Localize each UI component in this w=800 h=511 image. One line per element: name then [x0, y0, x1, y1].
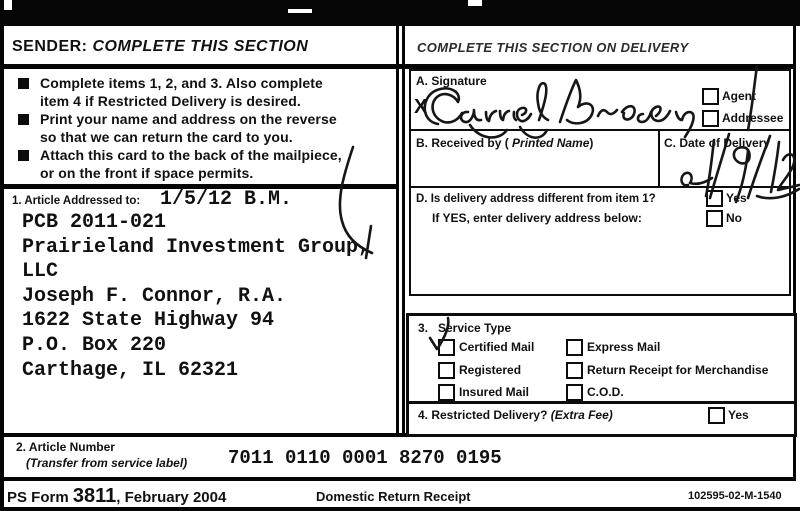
service-type-label: Service Type [438, 321, 512, 335]
signature-label: A. Signature [416, 74, 487, 88]
sender-header-italic: COMPLETE THIS SECTION [87, 38, 309, 55]
restricted-delivery-text: 4. Restricted Delivery? [418, 408, 548, 422]
service-type-num: 3. [418, 321, 429, 335]
address-line: 1622 State Highway 94 [22, 309, 275, 333]
express-mail-checkbox[interactable] [566, 339, 583, 356]
restricted-delivery-yes-label: Yes [728, 408, 749, 422]
received-by-suffix: ) [589, 136, 594, 150]
instruction-item [40, 146, 342, 182]
instruction-line: Complete items 1, 2, and 3. Also complete [40, 75, 323, 91]
form-id [7, 485, 226, 508]
address-line: PCB 2011-021 [22, 211, 167, 234]
delivery-different-no-checkbox[interactable] [706, 210, 723, 227]
addressee-checkbox[interactable] [702, 110, 719, 127]
received-by-prefix: B. Received by ( [416, 136, 509, 150]
section2-underline [0, 477, 796, 481]
delivery-different-no-label: No [726, 211, 742, 225]
restricted-delivery-italic: (Extra Fee) [547, 408, 613, 422]
signature-x-mark: X [414, 96, 428, 118]
certified-mail-checkbox[interactable] [438, 339, 455, 356]
handwritten-date-note: 1/5/12 B.M. [160, 188, 293, 211]
insured-mail-checkbox[interactable] [438, 384, 455, 401]
top-edge-bar [0, 0, 800, 26]
received-by-italic: Printed Name [508, 136, 590, 150]
cod-label: C.O.D. [587, 385, 624, 399]
restricted-delivery-label [418, 408, 613, 422]
address-line: P.O. Box 220 [22, 333, 167, 357]
address-line: LLC [22, 260, 59, 284]
article-number-sublabel: (Transfer from service label) [26, 456, 188, 470]
address-line: Carthage, IL 62321 [22, 358, 239, 382]
form-id-suffix: , February 2004 [116, 489, 227, 506]
scan-speck [468, 0, 482, 6]
cod-checkbox[interactable] [566, 384, 583, 401]
return-receipt-merchandise-checkbox[interactable] [566, 362, 583, 379]
agent-label: Agent [722, 89, 756, 103]
agent-checkbox[interactable] [702, 88, 719, 105]
form-number: 3811 [72, 485, 117, 507]
bullet-square-icon [18, 150, 29, 161]
column-divider [396, 26, 399, 437]
bullet-square-icon [18, 114, 29, 125]
instruction-line: Attach this card to the back of the mailpiece, [40, 147, 342, 163]
restricted-delivery-yes-checkbox[interactable] [708, 407, 725, 424]
addressee-label: Addressee [722, 111, 784, 125]
sender-header-plain: SENDER: [12, 38, 88, 55]
insured-mail-label: Insured Mail [459, 385, 530, 399]
date-of-delivery-label: C. Date of Delivery [664, 136, 771, 150]
column-divider-2 [402, 26, 405, 437]
sender-header [12, 38, 308, 56]
instruction-line: Print your name and address on the reverse [40, 111, 337, 127]
delivery-different-yes-checkbox[interactable] [706, 190, 723, 207]
delivery-different-line2: If YES, enter delivery address below: [432, 211, 642, 225]
footer-center: Domestic Return Receipt [316, 489, 471, 504]
bullet-square-icon [18, 78, 29, 89]
delivery-different-line1: D. Is delivery address different from item 1? [416, 193, 656, 205]
express-mail-label: Express Mail [587, 340, 661, 354]
footer-code: 102595-02-M-1540 [688, 490, 782, 502]
instruction-line: item 4 if Restricted Delivery is desired. [40, 93, 301, 109]
received-by-label [416, 136, 593, 150]
scan-speck [288, 9, 312, 13]
certified-mail-label: Certified Mail [459, 340, 535, 354]
instruction-item [40, 110, 337, 146]
instruction-item [40, 74, 323, 110]
article-number-label: 2. Article Number [16, 440, 115, 454]
return-receipt-merchandise-label: Return Receipt for Merchandise [587, 363, 769, 377]
form-id-prefix: PS Form [7, 489, 73, 506]
registered-checkbox[interactable] [438, 362, 455, 379]
delivery-different-yes-label: Yes [726, 191, 747, 205]
instruction-line: so that we can return the card to you. [40, 129, 293, 145]
address-line: Prairieland Investment Group, [22, 235, 371, 259]
article-number-value: 7011 0110 0001 8270 0195 [228, 447, 502, 469]
registered-label: Registered [459, 363, 522, 377]
article-addressed-label: 1. Article Addressed to: [12, 195, 141, 207]
instruction-line: or on the front if space permits. [40, 165, 254, 181]
address-block [22, 211, 370, 383]
delivery-header: COMPLETE THIS SECTION ON DELIVERY [417, 40, 689, 55]
address-line: Joseph F. Connor, R.A. [22, 284, 287, 308]
